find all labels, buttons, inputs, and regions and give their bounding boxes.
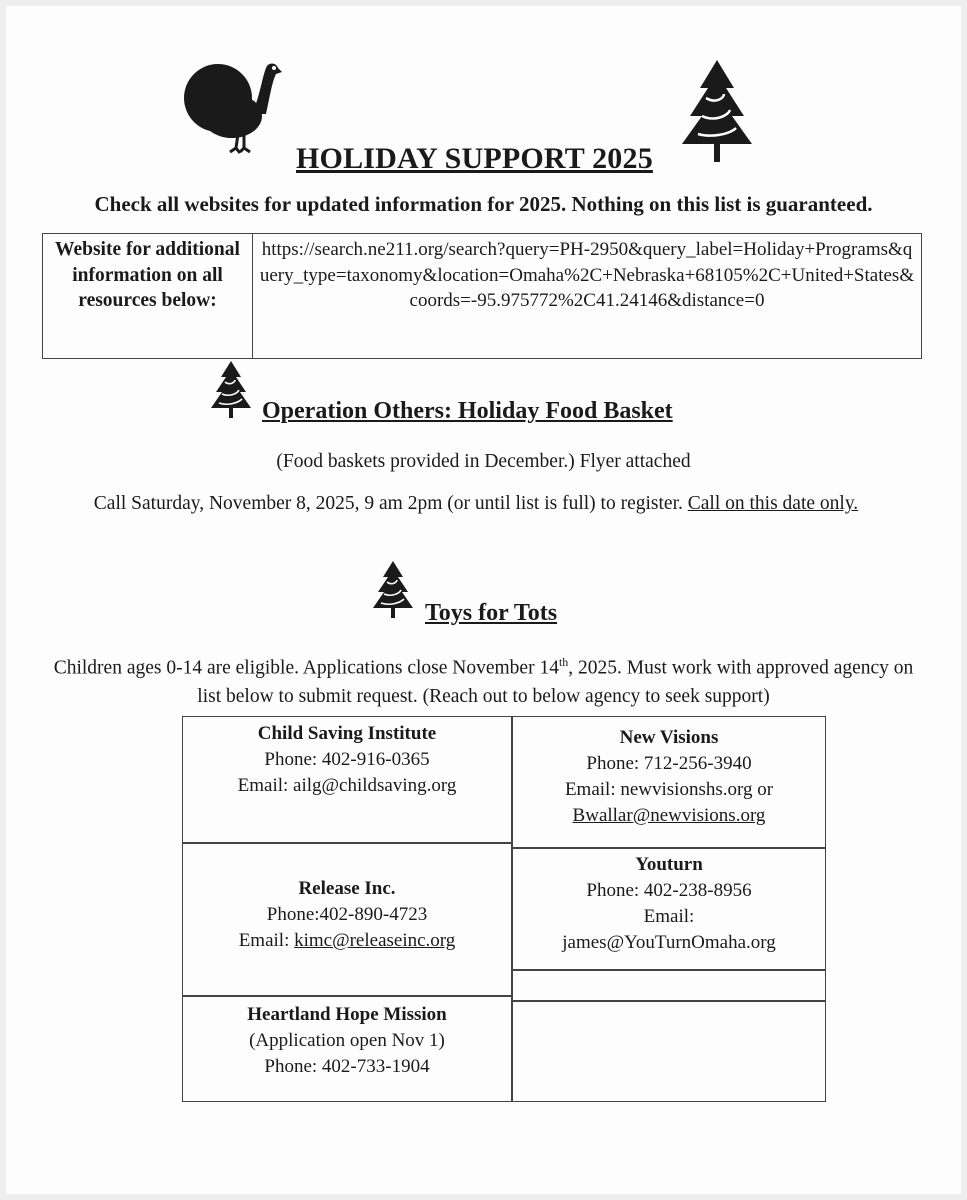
call-instructions: Call Saturday, November 8, 2025, 9 am 2pm (or until list is full) to register. (93, 493, 683, 514)
website-label: Website for additional information on all resources below: (43, 234, 253, 358)
agency-heartland-hope-mission (183, 1002, 511, 1080)
flyer-page (6, 6, 961, 1194)
agency-email-link[interactable]: kimc@releaseinc.org (294, 930, 456, 951)
agency-phone: Phone: 402-916-0365 (264, 749, 430, 770)
agency-new-visions (513, 725, 825, 829)
agency-name: New Visions (619, 727, 719, 748)
call-date-only: Call on this date only. (687, 493, 859, 514)
agency-phone: Phone:402-890-4723 (266, 904, 428, 925)
agency-email: james@YouTurnOmaha.org (562, 932, 776, 953)
toys-for-tots-heading: Toys for Tots (425, 600, 558, 626)
agency-name: Heartland Hope Mission (247, 1004, 447, 1025)
operation-others-note: (Food baskets provided in December.) Flyer attached (276, 451, 691, 472)
website-url[interactable]: https://search.ne211.org/search?query=PH-2950&query_label=Holiday+Programs&query_type=taxonomy&location=Omaha%2C+Nebraska+68105%2C+United+States&coords=-95.975772%2C41.24146&distance=0 (259, 239, 915, 311)
agency-name: Youturn (635, 854, 703, 875)
toys-for-tots-eligibility (46, 648, 921, 711)
eligibility-superscript: th (558, 655, 569, 669)
agency-note: (Application open Nov 1) (249, 1030, 445, 1051)
agency-release-inc (183, 876, 511, 954)
agency-email: Email: ailg@childsaving.org (237, 775, 457, 796)
christmas-tree-icon (372, 560, 414, 620)
agency-youturn (513, 852, 825, 956)
agency-name: Release Inc. (298, 878, 396, 899)
website-table (42, 233, 922, 359)
disclaimer: Check all websites for updated information for 2025. Nothing on this list is guaranteed. (94, 192, 873, 216)
page-title: HOLIDAY SUPPORT 2025 (296, 142, 653, 175)
agency-child-saving-institute (183, 721, 511, 799)
agency-email-link[interactable]: Bwallar@newvisions.org (572, 805, 766, 826)
agency-phone: Phone: 712-256-3940 (586, 753, 752, 774)
agency-name: Child Saving Institute (257, 723, 437, 744)
christmas-tree-icon (680, 58, 754, 164)
eligibility-text: Children ages 0-14 are eligible. Applications close November 14 (53, 657, 559, 679)
eligibility-text-end: , 2025. Must work with approved agency on list below to submit request. (Reach out to below agency to seek support) (197, 657, 914, 707)
turkey-icon (182, 56, 290, 160)
agency-phone: Phone: 402-733-1904 (264, 1056, 430, 1077)
operation-others-call (56, 489, 896, 519)
agency-email: Email: newvisionshs.org or (564, 779, 774, 800)
operation-others-heading: Operation Others: Holiday Food Basket (262, 398, 673, 424)
agency-phone: Phone: 402-238-8956 (586, 880, 752, 901)
christmas-tree-icon (210, 360, 252, 420)
agency-table (182, 716, 826, 1102)
agency-email-label: Email: (643, 906, 695, 927)
agency-email-label: Email: (238, 930, 295, 951)
